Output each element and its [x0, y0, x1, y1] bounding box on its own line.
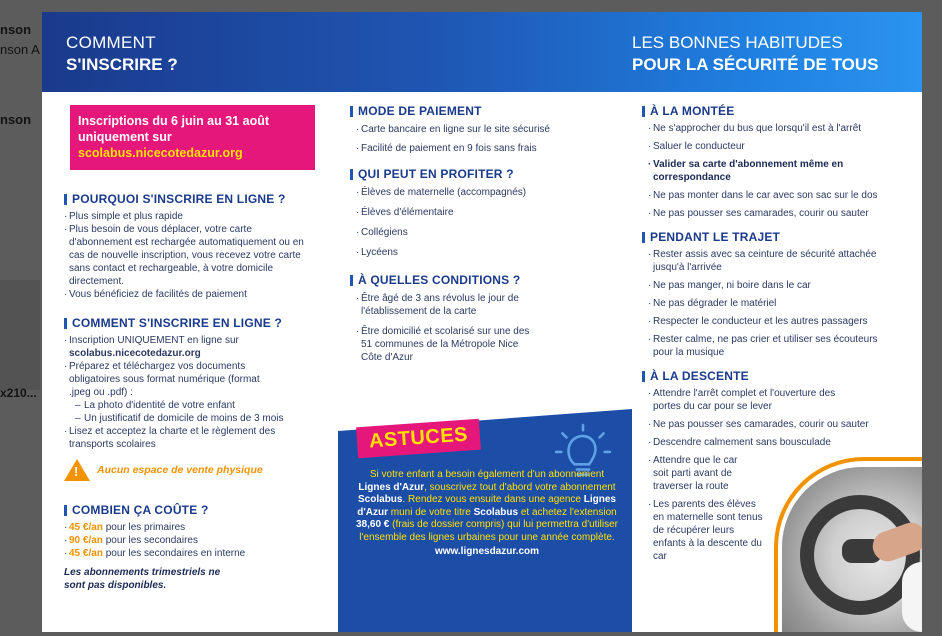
astuces-text-part: et achetez l'extension [518, 506, 617, 518]
brochure-image [42, 12, 922, 632]
list-item: · Les parents des élèves en maternelle sont tenus de récupérer leurs enfants à la descente du car [648, 498, 763, 563]
section-title [642, 104, 912, 118]
section-marker [64, 318, 67, 329]
list-item: · Élèves d'élémentaire [356, 206, 640, 219]
list-item: · Saluer le conducteur [648, 140, 912, 153]
section-title-text: À LA MONTÉE [650, 104, 735, 118]
sub-item: – La photo d'identité de votre enfant [64, 399, 332, 412]
list-item: · Être âgé de 3 ans révolus le jour de l'établissement de la carte [356, 292, 536, 318]
header-left-line2: S'INSCRIRE ? [66, 55, 178, 74]
astuces-text-part: (frais de dossier compris) qui lui permettra d'utiliser l'ensemble des lignes urbaines pour une année complète. [359, 519, 619, 543]
list-item: · Plus besoin de vous déplacer, votre carte d'abonnement est rechargée automatiquement ou en cas de nouvelle inscription, vous recevez votre carte sans contact et rechargeable, à votre domicile directement. [64, 223, 314, 288]
section-title [64, 316, 332, 330]
header-left-title [66, 32, 178, 76]
section-marker [64, 194, 67, 205]
sub-item: – Un justificatif de domicile de moins de 3 mois [64, 412, 332, 425]
astuces-text [354, 469, 620, 558]
section-list [64, 210, 332, 301]
astuces-text-bold: Scolabus [358, 494, 403, 506]
section-title-text: À QUELLES CONDITIONS ? [358, 273, 521, 287]
section-title [642, 230, 912, 244]
list-item [64, 334, 244, 360]
section-list [350, 292, 640, 364]
list-item: · Facilité de paiement en 9 fois sans frais [356, 142, 640, 155]
price-label: pour les secondaires [102, 535, 198, 546]
list-item: · Attendre que le car soit parti avant de traverser la route [648, 454, 753, 493]
section-marker [642, 106, 645, 117]
warning-text: Aucun espace de vente physique [97, 464, 263, 476]
section-marker [350, 169, 353, 180]
astuces-text-bold: Lignes d'Azur [357, 494, 616, 518]
list-item: · Vous bénéficiez de facilités de paiement [64, 288, 332, 301]
section-list [350, 186, 640, 259]
header-left-line1: COMMENT [66, 33, 156, 52]
price-item [64, 521, 332, 534]
list-item: · Lisez et acceptez la charte et le règlement des transports scolaires [64, 425, 279, 451]
section-marker [642, 371, 645, 382]
section-marker [642, 232, 645, 243]
section-title [64, 192, 332, 206]
sleeve-shape [902, 562, 922, 632]
list-item: · Ne pas dégrader le matériel [648, 297, 912, 310]
section-title-text: COMMENT S'INSCRIRE EN LIGNE ? [72, 316, 282, 330]
price-item [64, 534, 332, 547]
list-item: · Ne pas monter dans le car avec son sac sur le dos [648, 189, 912, 202]
astuces-box [338, 409, 632, 632]
list-item: · Carte bancaire en ligne sur le site sécurisé [356, 123, 640, 136]
list-item: · Respecter le conducteur et les autres passagers [648, 315, 912, 328]
warning-row [64, 459, 332, 481]
banner-line1: Inscriptions du 6 juin au 31 août [78, 114, 269, 128]
list-item: · Collégiens [356, 226, 640, 239]
astuces-text-part: muni de votre titre [388, 506, 474, 518]
astuces-text-part: Si votre enfant a besoin également d'un abonnement [369, 469, 605, 480]
price-label: pour les primaires [102, 522, 186, 533]
price-amount: 45 €/an [69, 522, 103, 533]
list-item-url: scolabus.nicecotedazur.org [69, 348, 201, 359]
section-list [642, 248, 912, 359]
price-label: pour les secondaires en interne [102, 548, 246, 559]
list-item: · Descendre calmement sans bousculade [648, 436, 912, 449]
section-title [350, 167, 640, 181]
section-title [64, 503, 332, 517]
header-right-line1: LES BONNES HABITUDES [632, 33, 843, 52]
section-title [350, 104, 640, 118]
brochure-header [42, 12, 922, 92]
section-marker [350, 275, 353, 286]
price-item [64, 547, 332, 560]
section-list [64, 334, 332, 451]
section-marker [64, 505, 67, 516]
list-item: · Plus simple et plus rapide [64, 210, 332, 223]
section-title-text: PENDANT LE TRAJET [650, 230, 781, 244]
header-right-line2: POUR LA SÉCURITÉ DE TOUS [632, 55, 879, 74]
list-item: · Valider sa carte d'abonnement même en correspondance [648, 158, 868, 184]
price-list [64, 521, 332, 560]
section-list [350, 123, 640, 155]
list-item: · Ne pas pousser ses camarades, courir ou sauter [648, 418, 912, 431]
list-item: · Rester calme, ne pas crier et utiliser ses écouteurs pour la musique [648, 333, 898, 359]
list-item: · Ne pas manger, ni boire dans le car [648, 279, 912, 292]
steering-wheel-photo [782, 467, 922, 632]
list-item: · Ne s'approcher du bus que lorsqu'il est à l'arrêt [648, 122, 912, 135]
section-title-text: COMBIEN ÇA COÛTE ? [72, 503, 209, 517]
warning-icon: ! [64, 459, 90, 481]
astuces-url: www.lignesdazur.com [434, 545, 540, 557]
section-title-text: À LA DESCENTE [650, 369, 749, 383]
list-item: · Élèves de maternelle (accompagnés) [356, 186, 640, 199]
list-item-text: Inscription UNIQUEMENT en ligne sur [69, 335, 239, 346]
list-item: · Ne pas pousser ses camarades, courir ou sauter [648, 207, 912, 220]
list-item: · Rester assis avec sa ceinture de sécurité attachée jusqu'à l'arrivée [648, 248, 898, 274]
astuces-text-part: . Rendez vous ensuite dans une agence [402, 494, 584, 506]
registration-banner [70, 105, 315, 170]
list-item: · Être domicilié et scolarisé sur une des 51 communes de la Métropole Nice Côte d'Azur [356, 325, 536, 364]
section-marker [350, 106, 353, 117]
astuces-text-bold: Scolabus [473, 506, 519, 518]
price-amount: 90 €/an [69, 535, 103, 546]
astuces-text-bold: Lignes d'Azur [358, 481, 425, 493]
list-item: · Attendre l'arrêt complet et l'ouverture des portes du car pour se lever [648, 387, 848, 413]
subscription-note: Les abonnements trimestriels ne sont pas disponibles. [64, 567, 221, 591]
column-left [64, 192, 332, 592]
astuces-text-bold: 38,60 € [355, 519, 390, 531]
astuces-text-part: , souscrivez tout d'abord votre abonnement [424, 481, 616, 493]
section-title [350, 273, 640, 287]
price-amount: 45 €/an [69, 548, 103, 559]
banner-url: scolabus.nicecotedazur.org [78, 146, 243, 160]
header-right-title [632, 32, 902, 76]
column-middle [350, 104, 640, 364]
astuces-title: ASTUCES [368, 423, 469, 453]
list-item: · Lycéens [356, 246, 640, 259]
section-title-text: QUI PEUT EN PROFITER ? [358, 167, 514, 181]
banner-line2: uniquement sur [78, 130, 172, 144]
section-list [642, 122, 912, 220]
section-title-text: POURQUOI S'INSCRIRE EN LIGNE ? [72, 192, 286, 206]
list-item: · Préparez et téléchargez vos documents obligatoires sous format numérique (format .jpeg ou .pdf) : [64, 360, 264, 399]
section-title-text: MODE DE PAIEMENT [358, 104, 482, 118]
section-title [642, 369, 912, 383]
